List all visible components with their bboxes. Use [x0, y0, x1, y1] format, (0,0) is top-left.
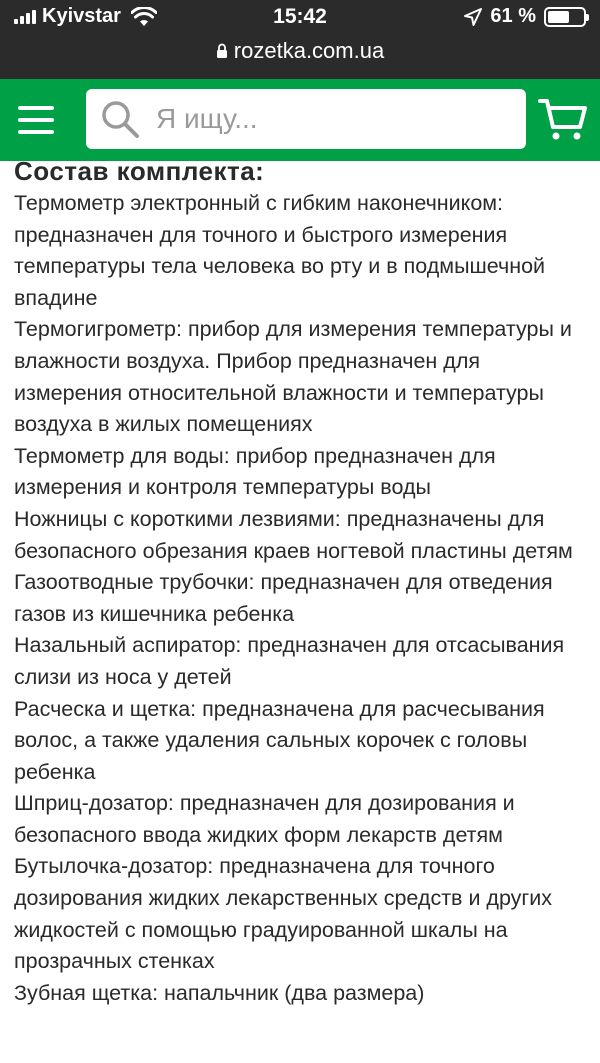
kit-contents-list	[14, 188, 594, 1009]
list-item: Термометр для воды: прибор предназначен для измерения и контроля температуры воды	[14, 443, 496, 500]
list-item: Термогигрометр: прибор для измерения температуры и влажности воздуха. Прибор предназначен для измерения относительной влажности и температуры воздуха в жилых помещениях	[14, 317, 572, 437]
site-header	[0, 79, 600, 161]
status-bar	[0, 0, 600, 36]
battery-percent: 61 %	[490, 5, 536, 27]
right-status-group	[464, 5, 586, 28]
battery-icon	[544, 7, 586, 27]
lock-icon	[216, 43, 228, 59]
product-description	[14, 154, 594, 1009]
browser-top-bar	[0, 0, 600, 79]
carrier-name: Kyivstar	[42, 5, 121, 27]
cart-icon[interactable]	[538, 97, 588, 143]
url-domain: rozetka.com.ua	[233, 38, 385, 63]
search-icon	[100, 99, 140, 139]
menu-button[interactable]	[18, 104, 54, 136]
kit-contents-title: Состав комплекта:	[14, 156, 265, 186]
list-item: Газоотводные трубочки: предназначен для отведения газов из кишечника ребенка	[14, 570, 553, 626]
battery-level-fill	[548, 11, 569, 23]
list-item: Ножницы с короткими лезвиями: предназначены для безопасного обрезания краев ногтевой пластины детям	[14, 506, 573, 563]
url-bar[interactable]	[0, 38, 600, 64]
search-box[interactable]	[86, 89, 526, 149]
list-item: Назальный аспиратор: предназначен для отсасывания слизи из носа у детей	[14, 633, 565, 689]
list-item: Зубная щетка: напальчник (два размера)	[14, 980, 425, 1005]
location-arrow-icon	[464, 8, 482, 26]
list-item: Расческа и щетка: предназначена для расчесывания волос, а также удаления сальных корочек с головы ребенка	[14, 696, 545, 784]
list-item: Шприц-дозатор: предназначен для дозирования и безопасного ввода жидких форм лекарств детям	[14, 791, 515, 847]
search-input[interactable]	[154, 102, 498, 136]
clock: 15:42	[273, 5, 327, 28]
list-item: Бутылочка-дозатор: предназначена для точного дозирования жидких лекарственных средств и других жидкостей с помощью градуированной шкалы на прозрачных стенках	[14, 854, 553, 974]
list-item: Термометр электронный с гибким наконечником: предназначен для точного и быстрого измерения температуры тела человека во рту и в подмышечной впадине	[14, 191, 546, 310]
